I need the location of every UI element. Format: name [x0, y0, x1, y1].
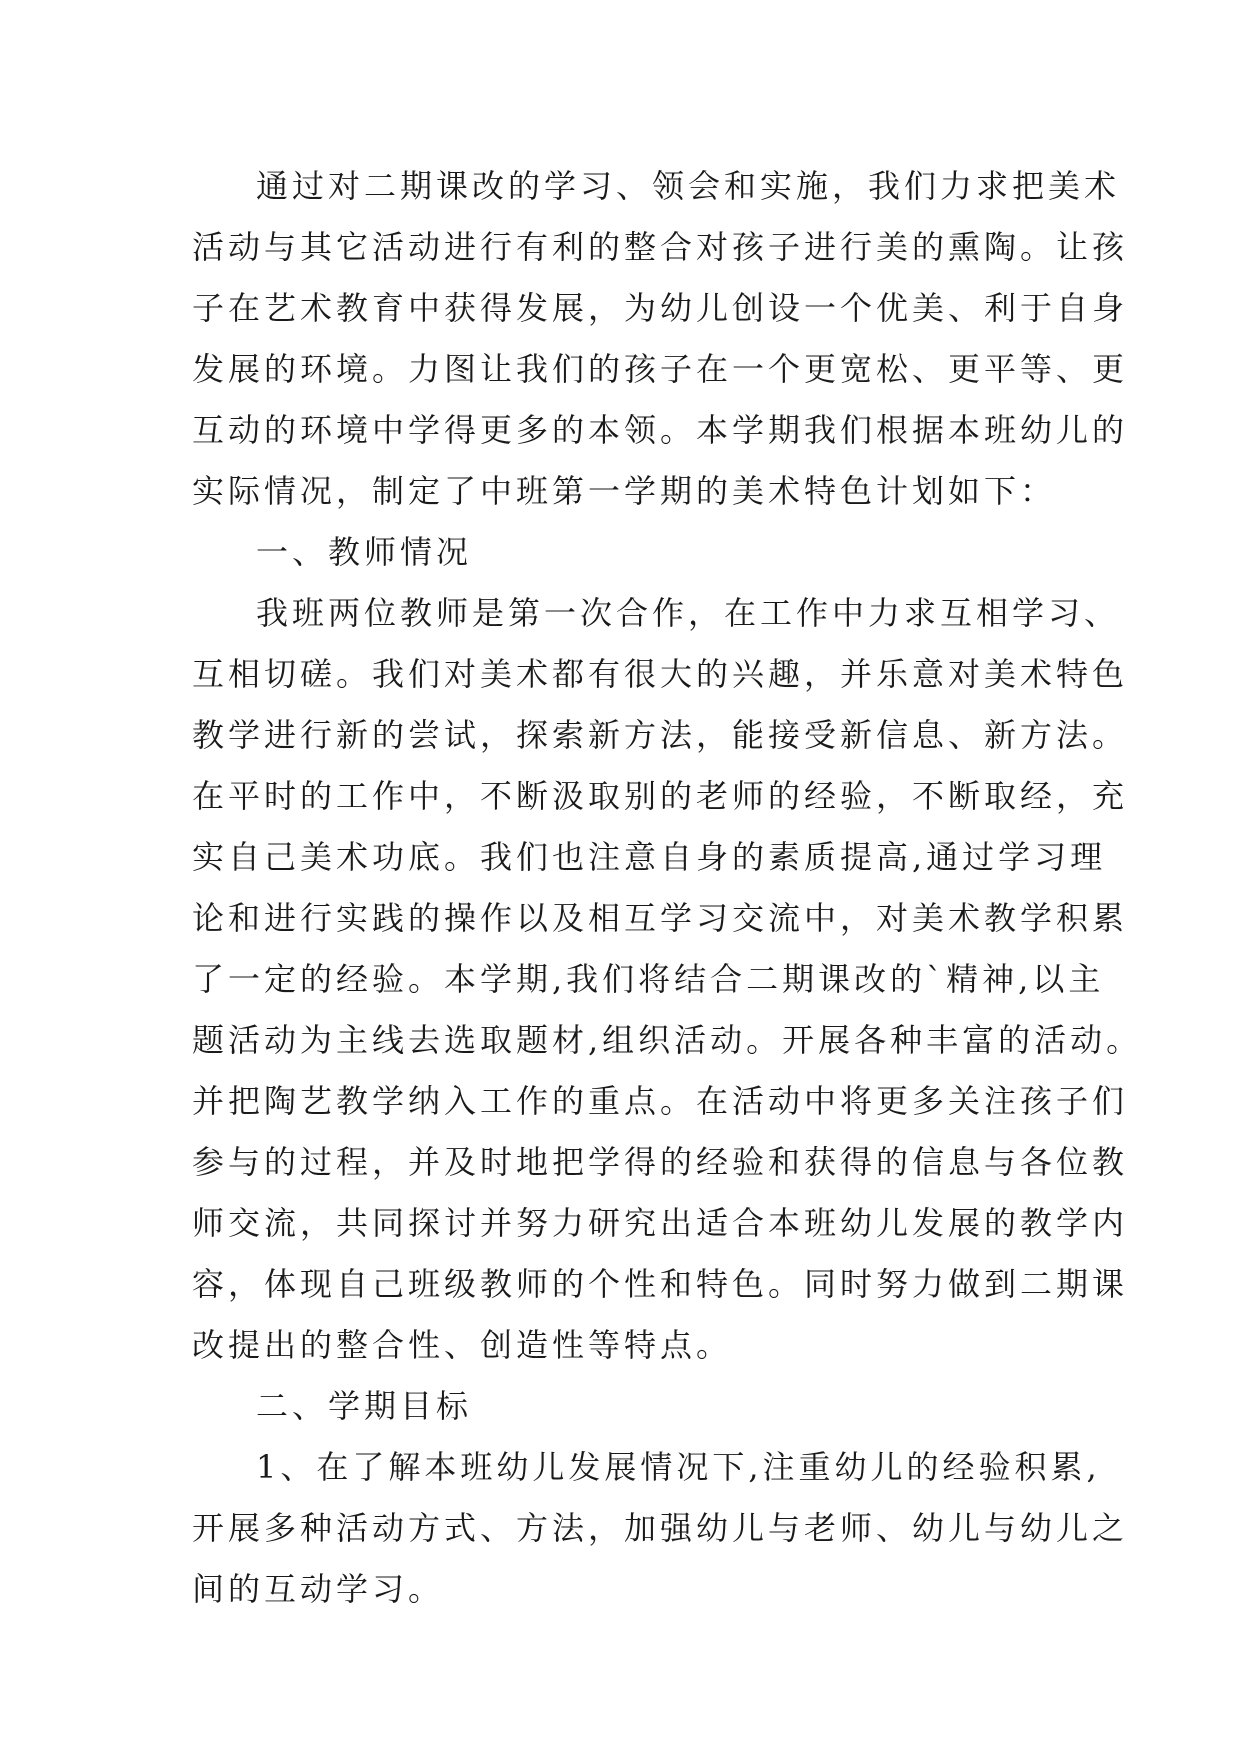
document-line: 论和进行实践的操作以及相互学习交流中，对美术教学积累 [192, 899, 1129, 937]
document-line: 通过对二期课改的学习、领会和实施，我们力求把美术 [256, 167, 1121, 205]
document-line: 在平时的工作中，不断汲取别的老师的经验，不断取经，充 [192, 777, 1129, 815]
document-line: 实自己美术功底。我们也注意自身的素质提高,通过学习理 [192, 838, 1107, 876]
document-line: 开展多种活动方式、方法，加强幼儿与老师、幼儿与幼儿之 [192, 1509, 1129, 1547]
document-line: 活动与其它活动进行有利的整合对孩子进行美的熏陶。让孩 [192, 228, 1129, 266]
document-body [192, 156, 1143, 1620]
document-line: 发展的环境。力图让我们的孩子在一个更宽松、更平等、更 [192, 350, 1129, 388]
document-line: 教学进行新的尝试，探索新方法，能接受新信息、新方法。 [192, 716, 1129, 754]
document-line: 间的互动学习。 [192, 1570, 445, 1608]
document-line: 1、在了解本班幼儿发展情况下,注重幼儿的经验积累, [256, 1448, 1101, 1486]
document-line: 互动的环境中学得更多的本领。本学期我们根据本班幼儿的 [192, 411, 1129, 449]
document-line: 实际情况，制定了中班第一学期的美术特色计划如下： [192, 472, 1057, 510]
document-line: 互相切磋。我们对美术都有很大的兴趣，并乐意对美术特色 [192, 655, 1129, 693]
document-line: 师交流，共同探讨并努力研究出适合本班幼儿发展的教学内 [192, 1204, 1129, 1242]
document-line: 改提出的整合性、创造性等特点。 [192, 1326, 733, 1364]
document-line: 了一定的经验。本学期,我们将结合二期课改的`精神,以主 [192, 960, 1105, 998]
document-line: 我班两位教师是第一次合作，在工作中力求互相学习、 [256, 594, 1121, 632]
document-line: 二、学期目标 [256, 1387, 473, 1425]
document-line: 容，体现自己班级教师的个性和特色。同时努力做到二期课 [192, 1265, 1129, 1303]
document-line: 题活动为主线去选取题材,组织活动。开展各种丰富的活动。 [192, 1021, 1143, 1059]
document-line: 一、教师情况 [256, 533, 473, 571]
document-line: 子在艺术教育中获得发展，为幼儿创设一个优美、利于自身 [192, 289, 1129, 327]
document-line: 参与的过程，并及时地把学得的经验和获得的信息与各位教 [192, 1143, 1129, 1181]
document-line: 并把陶艺教学纳入工作的重点。在活动中将更多关注孩子们 [192, 1082, 1129, 1120]
